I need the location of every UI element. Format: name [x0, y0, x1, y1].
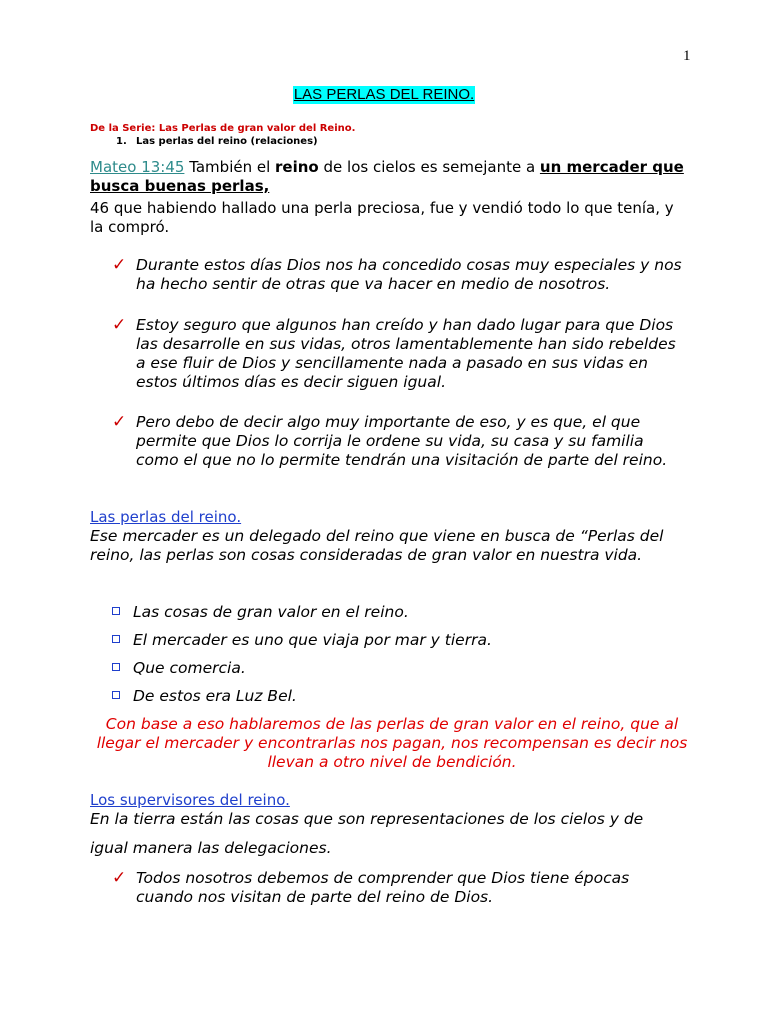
section-heading-supervisores[interactable]: Los supervisores del reino.: [90, 791, 290, 809]
bullet-item: [112, 659, 246, 677]
checkmark-icon: ✓: [112, 868, 127, 888]
series-item-text: Las perlas del reino (relaciones): [136, 136, 318, 147]
check-item-text: Estoy seguro que algunos han creído y han dado lugar para que Dios las desarrolle en sus vidas, otros lamentablemente han sido rebeldes a ese fluir de Dios y sencillamente nada a pasado en sus vidas en estos últimos días es decir siguen igual.: [136, 316, 676, 391]
square-bullet-icon: [112, 635, 120, 643]
check-item: [112, 256, 687, 294]
verse-bold-word: reino: [275, 158, 319, 176]
check-item-text: Durante estos días Dios nos ha concedido cosas muy especiales y nos ha hecho sentir de otras que va hacer en medio de nosotros.: [136, 256, 682, 293]
series-label: De la Serie: Las Perlas de gran valor del Reino.: [90, 123, 356, 134]
bullet-text: De estos era Luz Bel.: [133, 687, 297, 705]
verse-reference-link[interactable]: Mateo 13:45: [90, 158, 185, 176]
section-paragraph-line1: En la tierra están las cosas que son representaciones de los cielos y de: [90, 810, 644, 828]
check-item: [112, 316, 687, 392]
bullet-text: Que comercia.: [133, 659, 246, 677]
square-bullet-icon: [112, 691, 120, 699]
section-heading-perlas[interactable]: Las perlas del reino.: [90, 508, 242, 526]
bullet-text: El mercader es uno que viaja por mar y tierra.: [133, 631, 492, 649]
check-item-text: Todos nosotros debemos de comprender que Dios tiene épocas cuando nos visitan de parte del reino de Dios.: [136, 869, 630, 906]
checkmark-icon: ✓: [112, 412, 127, 432]
section-paragraph: Ese mercader es un delegado del reino que viene en busca de “Perlas del reino, las perlas son cosas consideradas de gran valor en nuestra vida.: [90, 527, 664, 564]
verse-text: [90, 158, 690, 196]
bullet-item: [112, 631, 492, 649]
verse-continuation: 46 que habiendo hallado una perla preciosa, fue y vendió todo lo que tenía, y la compró.: [90, 199, 674, 236]
document-title: LAS PERLAS DEL REINO.: [293, 86, 475, 103]
check-item-text: Pero debo de decir algo muy importante de eso, y es que, el que permite que Dios lo corrija le ordene su vida, su casa y su familia como el que no lo permite tendrán una visitación de parte del reino.: [136, 413, 668, 469]
bullet-item: [112, 687, 297, 705]
verse-text-part: de los cielos es semejante a: [318, 158, 540, 176]
series-list-item: [116, 136, 318, 147]
check-item: [112, 413, 687, 470]
page-number: 1: [683, 48, 691, 64]
series-item-number: 1.: [116, 136, 127, 147]
bullet-item: [112, 603, 409, 621]
check-item: [112, 869, 687, 907]
section-paragraph-line2: igual manera las delegaciones.: [90, 839, 332, 857]
bullet-text: Las cosas de gran valor en el reino.: [133, 603, 409, 621]
verse-text-part: También el: [184, 158, 276, 176]
title-container: [0, 84, 768, 104]
highlighted-red-paragraph: Con base a eso hablaremos de las perlas de gran valor en el reino, que al llegar el mercader y encontrarlas nos pagan, nos recompensan es decir nos llevan a otro nivel de bendición.: [96, 715, 688, 771]
checkmark-icon: ✓: [112, 255, 127, 275]
checkmark-icon: ✓: [112, 315, 127, 335]
square-bullet-icon: [112, 607, 120, 615]
verse-bold-underlined: un mercader que busca buenas perlas,: [90, 158, 684, 195]
square-bullet-icon: [112, 663, 120, 671]
